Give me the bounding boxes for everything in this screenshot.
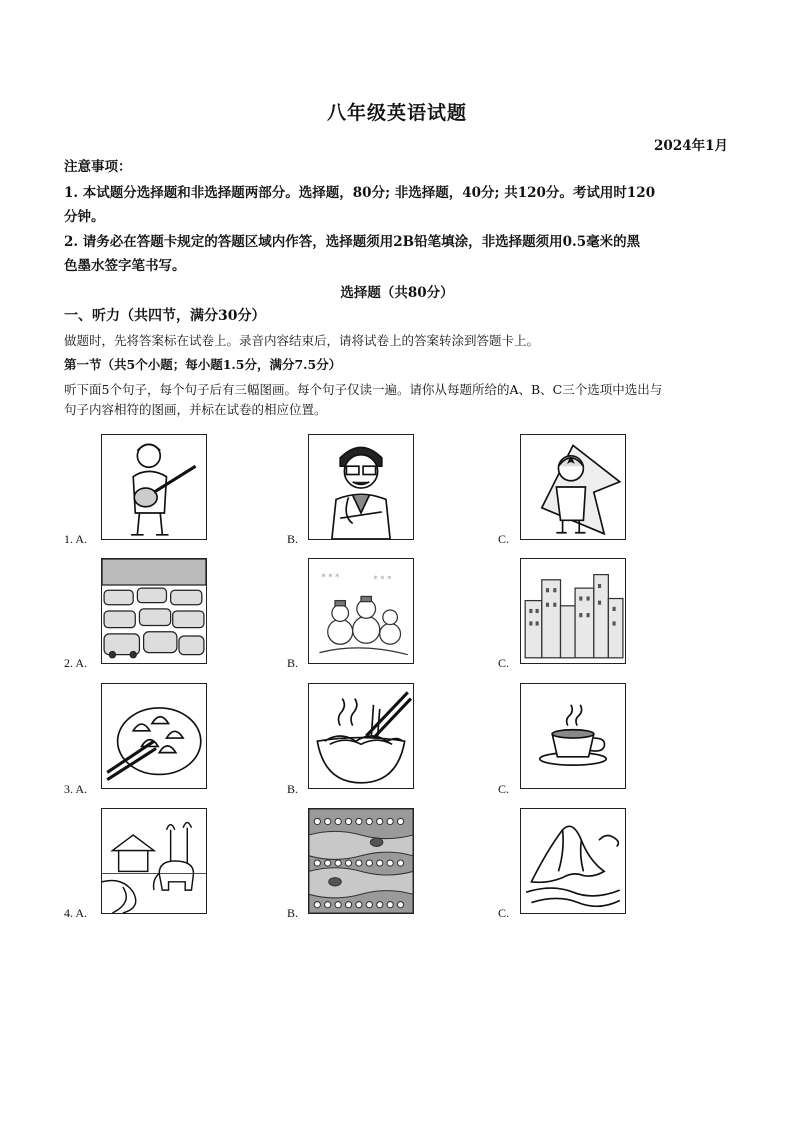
option-label: 4. A. xyxy=(64,906,88,920)
option-label: 2. A. xyxy=(64,656,88,670)
doctor-icon[interactable] xyxy=(308,434,414,540)
option-label: C. xyxy=(498,782,510,796)
mountains-icon[interactable] xyxy=(520,808,626,914)
notice-item-1: 1. 本试题分选择题和非选择题两部分。选择题，80分; 非选择题，40分; 共120分。考试用时120 分钟。 xyxy=(64,185,656,225)
option-label: 3. A. xyxy=(64,782,88,796)
page-title: 八年级英语试题 xyxy=(326,102,467,124)
exam-date: 2024年1月 xyxy=(654,138,728,154)
option-label: B. xyxy=(287,532,299,546)
pilot-icon[interactable] xyxy=(520,434,626,540)
part1-description: 听下面5个句子，每个句子后有三幅图画。每个句子仅读一遍。请你从每题所给的A、B、C三个选项中选出与 句子内容相符的图画，并标在试卷的相应位置。 xyxy=(64,382,663,417)
svg-text:* * *: * * * xyxy=(373,573,392,584)
option-label: B. xyxy=(287,656,299,670)
coffee-cup-icon[interactable] xyxy=(520,683,626,789)
dumplings-icon[interactable] xyxy=(101,683,207,789)
temple-elephant-icon[interactable] xyxy=(101,808,207,914)
part1-instruction: 做题时，先将答案标在试卷上。录音内容结束后，请将试卷上的答案转涂到答题卡上。 xyxy=(64,333,540,348)
part1-heading: 一、听力（共四节，满分30分） xyxy=(64,308,266,324)
section-heading: 选择题（共80分） xyxy=(340,285,454,301)
option-label: C. xyxy=(498,656,510,670)
option-label: B. xyxy=(287,906,299,920)
traffic-jam-icon[interactable] xyxy=(101,558,207,664)
swimming-pool-icon[interactable] xyxy=(308,808,414,914)
part1-subheading: 第一节（共5个小题；每小题1.5分，满分7.5分） xyxy=(64,357,342,372)
guitar-player-icon[interactable] xyxy=(101,434,207,540)
notice-heading: 注意事项： xyxy=(64,159,132,175)
option-label: B. xyxy=(287,782,299,796)
svg-text:* * *: * * * xyxy=(321,571,340,582)
notice-item-2: 2. 请务必在答题卡规定的答题区域内作答，选择题须用2B铅笔填涂，非选择题须用0.5毫米的黑 色墨水签字笔书写。 xyxy=(64,234,641,274)
option-label: C. xyxy=(498,532,510,546)
noodles-icon[interactable] xyxy=(308,683,414,789)
option-label: C. xyxy=(498,906,510,920)
option-label: 1. A. xyxy=(64,532,88,546)
snowmen-icon[interactable] xyxy=(308,558,414,664)
city-buildings-icon[interactable] xyxy=(520,558,626,664)
